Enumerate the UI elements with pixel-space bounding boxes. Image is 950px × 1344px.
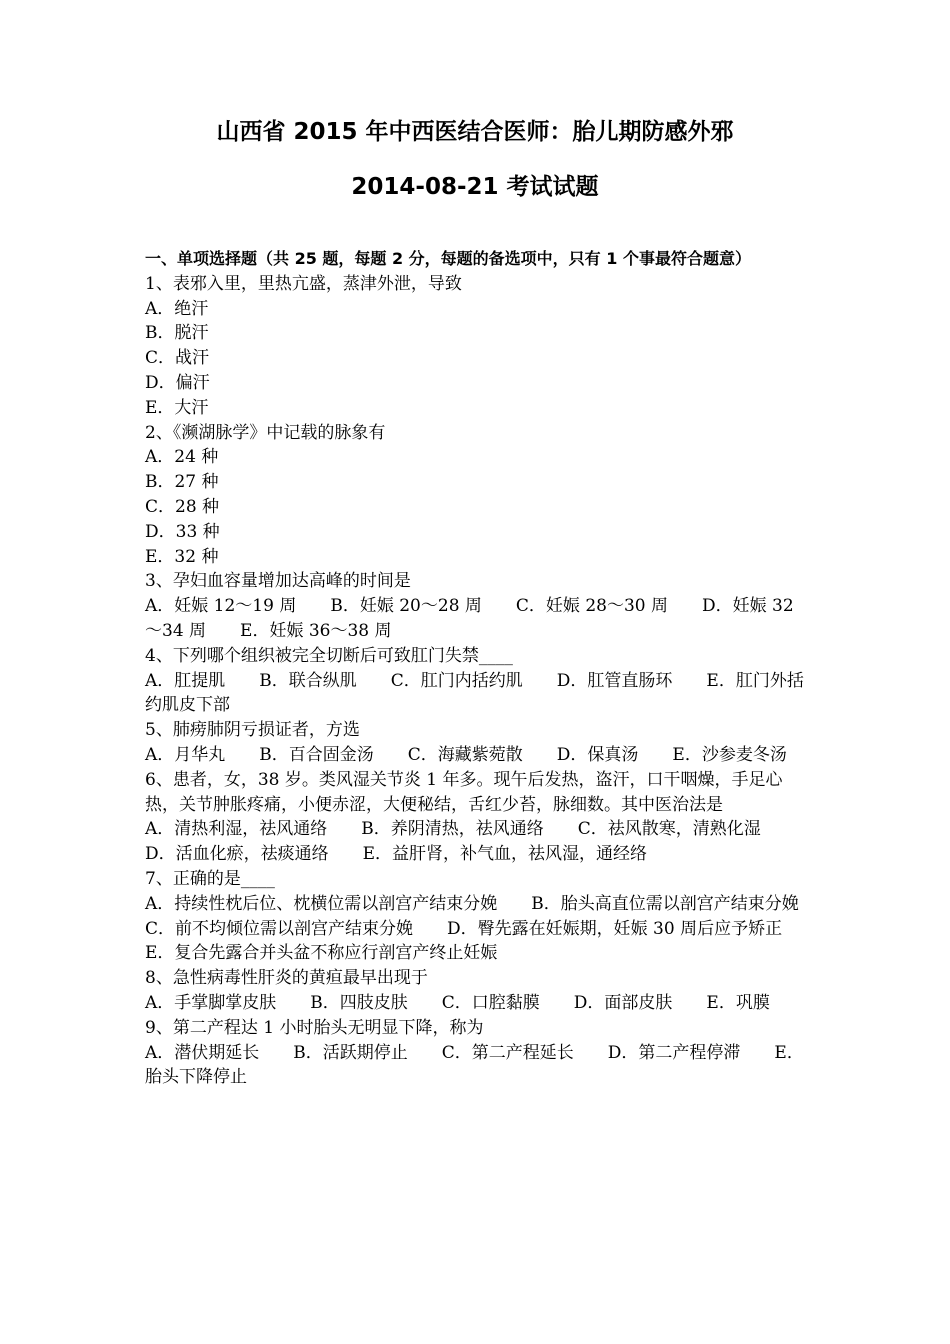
option-b: B．27 种 — [145, 472, 219, 493]
question-stem: 8、急性病毒性肝炎的黄疸最早出现于 — [145, 968, 428, 989]
question-stem: 3、孕妇血容量增加达高峰的时间是 — [145, 571, 411, 592]
question-6 — [145, 768, 810, 867]
question-7 — [145, 867, 833, 966]
question-9 — [145, 1016, 810, 1090]
option-b: B．脱汗 — [145, 323, 209, 344]
question-5 — [145, 718, 810, 768]
question-stem: 7、正确的是____ — [145, 868, 275, 889]
question-8 — [145, 966, 810, 1016]
question-4 — [145, 644, 810, 718]
options-inline: A．清热利湿，祛风通络 B．养阴清热，祛风通络 C．祛风散寒，清熟化湿 D．活血化瘀，祛痰通络 E．益肝肾，补气血，祛风湿，通经络 — [145, 819, 795, 865]
options-inline: A．持续性枕后位、枕横位需以剖宫产结束分娩 B．胎头高直位需以剖宫产结束分娩 C．前不均倾位需以剖宫产结束分娩 D．臀先露在妊娠期，妊娠 30 周后应予矫正 E．复合先露合并头盆不称应行剖宫产终止妊娠 — [145, 893, 833, 964]
options-inline: A．手掌脚掌皮肤 B．四肢皮肤 C．口腔黏膜 D．面部皮肤 E．巩膜 — [145, 992, 770, 1013]
option-c: C．战汗 — [145, 348, 210, 369]
question-stem: 4、下列哪个组织被完全切断后可致肛门失禁____ — [145, 645, 513, 666]
option-a: A．绝汗 — [145, 298, 209, 319]
document-title-line1: 山西省 2015 年中西医结合医师：胎儿期防感外邪 — [216, 119, 734, 145]
document-title-line2: 2014-08-21 考试试题 — [351, 174, 599, 200]
question-3 — [145, 569, 810, 643]
question-stem: 1、表邪入里，里热亢盛，蒸津外泄，导致 — [145, 273, 462, 294]
option-e: E．32 种 — [145, 546, 219, 567]
question-stem: 6、患者，女，38 岁。类风湿关节炎 1 年多。现午后发热，盗汗，口干咽燥，手足心热，关节肿胀疼痛，小便赤涩，大便秘结，舌红少苔，脉细数。其中医治法是 — [145, 769, 783, 815]
options-inline: A．肛提肌 B．联合纵肌 C．肛门内括约肌 D．肛管直肠环 E．肛门外括约肌皮下部 — [145, 670, 804, 716]
question-stem: 9、第二产程达 1 小时胎头无明显下降，称为 — [145, 1017, 484, 1038]
question-stem: 2、《濒湖脉学》中记载的脉象有 — [145, 422, 386, 443]
question-1 — [145, 272, 810, 421]
options-inline: A．妊娠 12～19 周 B．妊娠 20～28 周 C．妊娠 28～30 周 D．妊娠 32～34 周 E．妊娠 36～38 周 — [145, 596, 794, 641]
option-d: D．33 种 — [145, 521, 220, 542]
options-inline: A．潜伏期延长 B．活跃期停止 C．第二产程延长 D．第二产程停滞 E．胎头下降停止 — [145, 1042, 804, 1088]
section-heading: 一、单项选择题（共 25 题，每题 2 分，每题的备选项中，只有 1 个事最符合题意） — [145, 249, 751, 268]
question-stem: 5、肺痨肺阴亏损证者，方选 — [145, 720, 360, 741]
options-inline: A．月华丸 B．百合固金汤 C．海藏紫菀散 D．保真汤 E．沙参麦冬汤 — [145, 744, 787, 765]
option-c: C．28 种 — [145, 496, 220, 517]
option-d: D．偏汗 — [145, 372, 210, 393]
exam-content — [145, 247, 833, 1090]
option-e: E．大汗 — [145, 397, 209, 418]
question-2 — [145, 421, 810, 570]
option-a: A．24 种 — [145, 447, 219, 468]
